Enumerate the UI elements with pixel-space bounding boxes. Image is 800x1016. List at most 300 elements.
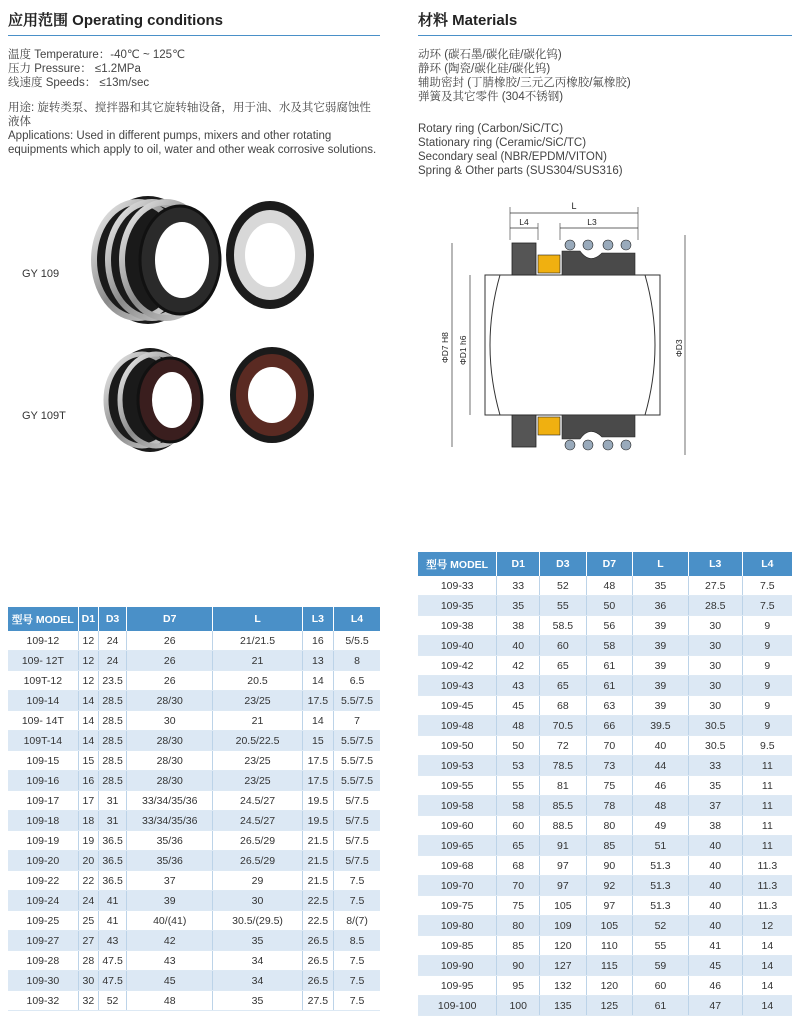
table-cell: 5/7.5 xyxy=(334,791,380,811)
table-cell: 120 xyxy=(540,936,587,956)
conditions-block xyxy=(8,48,185,90)
table-cell: 9 xyxy=(742,716,792,736)
table-cell: 14 xyxy=(302,711,333,731)
dim-label-l: L xyxy=(571,201,577,211)
table-cell: 90 xyxy=(586,856,632,876)
table-cell: 30 xyxy=(688,676,742,696)
material-secondary-cn: 辅助密封 (丁腈橡胶/三元乙丙橡胶/氟橡胶) xyxy=(418,77,631,89)
table-cell: 109-95 xyxy=(418,976,497,996)
table-cell: 48 xyxy=(633,796,689,816)
table-cell: 21 xyxy=(213,711,302,731)
table-row xyxy=(8,831,380,851)
table-cell: 24 xyxy=(99,651,127,671)
table-cell: 8 xyxy=(334,651,380,671)
table-cell: 61 xyxy=(586,656,632,676)
table-cell: 7 xyxy=(334,711,380,731)
table-cell: 32 xyxy=(78,991,98,1011)
table-cell: 40 xyxy=(688,896,742,916)
table-row xyxy=(418,816,792,836)
table-cell: 14 xyxy=(742,996,792,1016)
table-cell: 52 xyxy=(633,916,689,936)
table-cell: 15 xyxy=(78,751,98,771)
table-cell: 30.5 xyxy=(688,736,742,756)
table-cell: 109-58 xyxy=(418,796,497,816)
table-cell: 21.5 xyxy=(302,871,333,891)
table-cell: 109 xyxy=(540,916,587,936)
table-cell: 59 xyxy=(633,956,689,976)
gy109t-seal-image xyxy=(106,348,202,452)
table-cell: 39 xyxy=(633,676,689,696)
table-row xyxy=(8,651,380,671)
table-row xyxy=(418,856,792,876)
gy109t-ring-image xyxy=(230,347,314,443)
table-cell: 109-85 xyxy=(418,936,497,956)
table-cell: 109-27 xyxy=(8,931,78,951)
table-cell: 35 xyxy=(688,776,742,796)
table-row xyxy=(8,971,380,991)
table-cell: 58 xyxy=(497,796,540,816)
table-cell: 28.5 xyxy=(99,771,127,791)
table-row xyxy=(8,691,380,711)
table-row xyxy=(418,736,792,756)
table-cell: 38 xyxy=(688,816,742,836)
table-cell: 41 xyxy=(99,891,127,911)
table-cell: 17 xyxy=(78,791,98,811)
table-cell: 44 xyxy=(633,756,689,776)
table-cell: 30 xyxy=(688,636,742,656)
table-row xyxy=(418,636,792,656)
table-cell: 109-18 xyxy=(8,811,78,831)
column-header: 型号 MODEL xyxy=(8,607,78,631)
table-cell: 75 xyxy=(586,776,632,796)
table-cell: 63 xyxy=(586,696,632,716)
table-cell: 109-40 xyxy=(418,636,497,656)
table-cell: 5.5/7.5 xyxy=(334,691,380,711)
column-header: L3 xyxy=(688,552,742,576)
table-cell: 127 xyxy=(540,956,587,976)
table-cell: 80 xyxy=(497,916,540,936)
table-header-row xyxy=(8,607,380,631)
table-cell: 11.3 xyxy=(742,856,792,876)
table-cell: 85.5 xyxy=(540,796,587,816)
table-cell: 7.5 xyxy=(334,871,380,891)
table-cell: 90 xyxy=(497,956,540,976)
table-cell: 27.5 xyxy=(302,991,333,1011)
table-cell: 9.5 xyxy=(742,736,792,756)
table-row xyxy=(8,871,380,891)
temperature-text: 温度 Temperature：-40℃ ~ 125℃ xyxy=(8,49,185,61)
table-cell: 105 xyxy=(586,916,632,936)
table-cell: 23/25 xyxy=(213,691,302,711)
table-cell: 14 xyxy=(742,936,792,956)
table-cell: 7.5 xyxy=(334,891,380,911)
table-cell: 26 xyxy=(127,631,213,651)
table-cell: 23.5 xyxy=(99,671,127,691)
table-cell: 49 xyxy=(633,816,689,836)
applications-en: Applications: Used in different pumps, mixers and other rotating equipments which apply to oil, water and other weak corrosive solutions. xyxy=(8,130,377,156)
table-cell: 51.3 xyxy=(633,856,689,876)
table-cell: 14 xyxy=(78,711,98,731)
table-cell: 28.5 xyxy=(99,711,127,731)
dim-label-d1: ΦD1 h6 xyxy=(458,335,468,365)
column-header: D7 xyxy=(127,607,213,631)
table-cell: 40 xyxy=(633,736,689,756)
table-cell: 109-43 xyxy=(418,676,497,696)
table-cell: 109-32 xyxy=(8,991,78,1011)
table-cell: 60 xyxy=(633,976,689,996)
material-rotary-cn: 动环 (碳石墨/碳化硅/碳化钨) xyxy=(418,49,562,61)
table-cell: 66 xyxy=(586,716,632,736)
table-cell: 109-65 xyxy=(418,836,497,856)
table-cell: 30.5 xyxy=(688,716,742,736)
table-cell: 22.5 xyxy=(302,911,333,931)
table-row xyxy=(8,751,380,771)
table-cell: 22 xyxy=(78,871,98,891)
table-cell: 28.5 xyxy=(99,691,127,711)
table-cell: 75 xyxy=(497,896,540,916)
table-cell: 45 xyxy=(127,971,213,991)
table-cell: 109-60 xyxy=(418,816,497,836)
table-cell: 109-28 xyxy=(8,951,78,971)
table-cell: 109-38 xyxy=(418,616,497,636)
table-cell: 13 xyxy=(302,651,333,671)
table-cell: 35 xyxy=(213,991,302,1011)
table-row xyxy=(8,811,380,831)
table-cell: 27 xyxy=(78,931,98,951)
table-cell: 33/34/35/36 xyxy=(127,791,213,811)
table-cell: 39 xyxy=(127,891,213,911)
dim-label-l4: L4 xyxy=(519,217,529,227)
table-row xyxy=(8,991,380,1011)
table-cell: 26.5 xyxy=(302,971,333,991)
table-cell: 109T-12 xyxy=(8,671,78,691)
table-cell: 20.5/22.5 xyxy=(213,731,302,751)
table-cell: 109-68 xyxy=(418,856,497,876)
table-cell: 36.5 xyxy=(99,831,127,851)
table-header-row xyxy=(418,552,792,576)
table-cell: 9 xyxy=(742,676,792,696)
table-cell: 60 xyxy=(540,636,587,656)
table-cell: 26.5 xyxy=(302,951,333,971)
table-cell: 21/21.5 xyxy=(213,631,302,651)
table-cell: 11 xyxy=(742,776,792,796)
table-cell: 16 xyxy=(302,631,333,651)
product-label-gy109: GY 109 xyxy=(22,268,60,280)
table-cell: 38 xyxy=(497,616,540,636)
column-header: L xyxy=(213,607,302,631)
table-cell: 23/25 xyxy=(213,771,302,791)
table-cell: 70 xyxy=(586,736,632,756)
table-cell: 52 xyxy=(540,576,587,596)
table-cell: 48 xyxy=(586,576,632,596)
table-cell: 9 xyxy=(742,616,792,636)
table-cell: 78.5 xyxy=(540,756,587,776)
table-cell: 65 xyxy=(497,836,540,856)
table-cell: 100 xyxy=(497,996,540,1016)
table-cell: 35 xyxy=(633,576,689,596)
table-cell: 14 xyxy=(742,956,792,976)
table-cell: 43 xyxy=(497,676,540,696)
table-cell: 58.5 xyxy=(540,616,587,636)
table-cell: 26.5/29 xyxy=(213,831,302,851)
table-row xyxy=(8,771,380,791)
table-cell: 70.5 xyxy=(540,716,587,736)
material-stationary-cn: 静环 (陶瓷/碳化硅/碳化钨) xyxy=(418,63,551,75)
table-cell: 12 xyxy=(78,651,98,671)
table-cell: 12 xyxy=(78,671,98,691)
table-cell: 40 xyxy=(497,636,540,656)
product-photos xyxy=(80,190,380,460)
table-cell: 31 xyxy=(99,811,127,831)
table-row xyxy=(8,731,380,751)
table-cell: 53 xyxy=(497,756,540,776)
column-header: L4 xyxy=(742,552,792,576)
dim-label-d7: ΦD7 H8 xyxy=(440,332,450,363)
table-row xyxy=(418,776,792,796)
table-cell: 60 xyxy=(497,816,540,836)
table-row xyxy=(418,756,792,776)
table-row xyxy=(418,676,792,696)
table-cell: 41 xyxy=(688,936,742,956)
seal-section-bottom xyxy=(512,415,635,450)
table-row xyxy=(8,891,380,911)
table-cell: 50 xyxy=(497,736,540,756)
table-cell: 109-25 xyxy=(8,911,78,931)
column-header: D3 xyxy=(99,607,127,631)
table-cell: 20.5 xyxy=(213,671,302,691)
table-cell: 81 xyxy=(540,776,587,796)
table-cell: 109-90 xyxy=(418,956,497,976)
table-cell: 28 xyxy=(78,951,98,971)
table-row xyxy=(8,671,380,691)
table-cell: 42 xyxy=(497,656,540,676)
table-cell: 14 xyxy=(742,976,792,996)
table-cell: 36.5 xyxy=(99,871,127,891)
table-cell: 5/7.5 xyxy=(334,851,380,871)
table-cell: 17.5 xyxy=(302,751,333,771)
table-cell: 85 xyxy=(497,936,540,956)
table-row xyxy=(418,876,792,896)
table-cell: 47.5 xyxy=(99,971,127,991)
table-cell: 24 xyxy=(78,891,98,911)
table-cell: 109-70 xyxy=(418,876,497,896)
table-cell: 51.3 xyxy=(633,876,689,896)
table-cell: 55 xyxy=(633,936,689,956)
table-cell: 109-12 xyxy=(8,631,78,651)
table-cell: 27.5 xyxy=(688,576,742,596)
table-cell: 25 xyxy=(78,911,98,931)
column-header: L4 xyxy=(334,607,380,631)
table-cell: 39 xyxy=(633,636,689,656)
table-cell: 40 xyxy=(688,856,742,876)
table-cell: 37 xyxy=(127,871,213,891)
materials-en-block xyxy=(418,122,623,178)
column-header: 型号 MODEL xyxy=(418,552,497,576)
table-cell: 73 xyxy=(586,756,632,776)
spec-table-left xyxy=(8,607,380,1011)
table-cell: 91 xyxy=(540,836,587,856)
table-cell: 30.5/(29.5) xyxy=(213,911,302,931)
table-cell: 65 xyxy=(540,676,587,696)
table-cell: 9 xyxy=(742,696,792,716)
table-cell: 109-42 xyxy=(418,656,497,676)
table-cell: 8/(7) xyxy=(334,911,380,931)
table-cell: 26.5/29 xyxy=(213,851,302,871)
table-cell: 28.5 xyxy=(688,596,742,616)
table-cell: 20 xyxy=(78,851,98,871)
table-cell: 22.5 xyxy=(302,891,333,911)
table-cell: 21 xyxy=(213,651,302,671)
table-cell: 18 xyxy=(78,811,98,831)
table-cell: 8.5 xyxy=(334,931,380,951)
table-cell: 109-24 xyxy=(8,891,78,911)
table-cell: 47 xyxy=(688,996,742,1016)
table-cell: 26.5 xyxy=(302,931,333,951)
table-cell: 109-30 xyxy=(8,971,78,991)
table-row xyxy=(8,851,380,871)
applications-block xyxy=(8,101,378,157)
table-cell: 35 xyxy=(497,596,540,616)
material-stationary-en: Stationary ring (Ceramic/SiC/TC) xyxy=(418,137,587,149)
table-cell: 30 xyxy=(127,711,213,731)
column-header: L3 xyxy=(302,607,333,631)
table-cell: 5.5/7.5 xyxy=(334,731,380,751)
table-cell: 5/7.5 xyxy=(334,811,380,831)
table-cell: 120 xyxy=(586,976,632,996)
table-cell: 50 xyxy=(586,596,632,616)
table-cell: 5.5/7.5 xyxy=(334,751,380,771)
table-cell: 41 xyxy=(99,911,127,931)
table-cell: 43 xyxy=(99,931,127,951)
table-cell: 52 xyxy=(99,991,127,1011)
gy109-seal-image xyxy=(94,196,220,324)
column-header: D3 xyxy=(540,552,587,576)
speed-text: 线速度 Speeds： ≤13m/sec xyxy=(8,77,150,89)
table-cell: 109-48 xyxy=(418,716,497,736)
table-cell: 40/(41) xyxy=(127,911,213,931)
materials-cn-block xyxy=(418,48,631,104)
table-cell: 19.5 xyxy=(302,811,333,831)
table-row xyxy=(418,696,792,716)
table-cell: 30 xyxy=(688,656,742,676)
table-cell: 97 xyxy=(540,856,587,876)
table-cell: 28.5 xyxy=(99,731,127,751)
table-cell: 109-22 xyxy=(8,871,78,891)
table-cell: 39 xyxy=(633,616,689,636)
table-cell: 5.5/7.5 xyxy=(334,771,380,791)
table-cell: 14 xyxy=(78,691,98,711)
table-cell: 58 xyxy=(586,636,632,656)
table-cell: 109-75 xyxy=(418,896,497,916)
column-header: L xyxy=(633,552,689,576)
table-cell: 12 xyxy=(78,631,98,651)
dim-label-l3: L3 xyxy=(587,217,597,227)
table-cell: 109-15 xyxy=(8,751,78,771)
table-cell: 61 xyxy=(633,996,689,1016)
table-cell: 28/30 xyxy=(127,731,213,751)
table-cell: 12 xyxy=(742,916,792,936)
table-cell: 26 xyxy=(127,651,213,671)
table-cell: 85 xyxy=(586,836,632,856)
table-cell: 11.3 xyxy=(742,896,792,916)
heading-divider-left xyxy=(8,35,380,36)
table-cell: 109-20 xyxy=(8,851,78,871)
table-cell: 35/36 xyxy=(127,831,213,851)
dim-label-d3: ΦD3 xyxy=(674,339,684,357)
table-row xyxy=(418,716,792,736)
table-cell: 109-55 xyxy=(418,776,497,796)
table-row xyxy=(418,916,792,936)
table-cell: 68 xyxy=(540,696,587,716)
material-rotary-en: Rotary ring (Carbon/SiC/TC) xyxy=(418,123,564,135)
table-cell: 55 xyxy=(540,596,587,616)
table-cell: 11 xyxy=(742,756,792,776)
table-cell: 132 xyxy=(540,976,587,996)
column-header: D1 xyxy=(497,552,540,576)
table-cell: 48 xyxy=(127,991,213,1011)
table-cell: 39 xyxy=(633,656,689,676)
table-row xyxy=(418,836,792,856)
table-cell: 51.3 xyxy=(633,896,689,916)
table-row xyxy=(8,911,380,931)
table-cell: 9 xyxy=(742,636,792,656)
table-cell: 105 xyxy=(540,896,587,916)
table-cell: 43 xyxy=(127,951,213,971)
table-cell: 36 xyxy=(633,596,689,616)
table-row xyxy=(418,956,792,976)
table-cell: 39 xyxy=(633,696,689,716)
table-cell: 30 xyxy=(78,971,98,991)
table-cell: 28/30 xyxy=(127,751,213,771)
product-label-gy109t: GY 109T xyxy=(22,410,66,422)
table-cell: 135 xyxy=(540,996,587,1016)
table-cell: 109-53 xyxy=(418,756,497,776)
table-cell: 55 xyxy=(497,776,540,796)
table-cell: 51 xyxy=(633,836,689,856)
table-cell: 109-33 xyxy=(418,576,497,596)
applications-cn: 用途: 旋转类泵、搅拌器和其它旋转轴设备，用于油、水及其它弱腐蚀性液体 xyxy=(8,102,371,128)
table-cell: 28.5 xyxy=(99,751,127,771)
material-spring-cn: 弹簧及其它零件 (304不锈钢) xyxy=(418,91,564,103)
shaft-outline xyxy=(485,275,660,415)
table-cell: 47.5 xyxy=(99,951,127,971)
table-row xyxy=(418,976,792,996)
table-cell: 46 xyxy=(688,976,742,996)
table-cell: 29 xyxy=(213,871,302,891)
table-cell: 19 xyxy=(78,831,98,851)
materials-heading: 材料 Materials xyxy=(418,12,518,29)
gy109-ring-image xyxy=(226,201,314,309)
table-cell: 46 xyxy=(633,776,689,796)
table-cell: 109-50 xyxy=(418,736,497,756)
table-row xyxy=(8,711,380,731)
table-cell: 40 xyxy=(688,916,742,936)
table-cell: 92 xyxy=(586,876,632,896)
table-cell: 5/7.5 xyxy=(334,831,380,851)
table-cell: 14 xyxy=(302,671,333,691)
table-cell: 68 xyxy=(497,856,540,876)
table-cell: 6.5 xyxy=(334,671,380,691)
table-cell: 56 xyxy=(586,616,632,636)
operating-conditions-heading: 应用范围 Operating conditions xyxy=(8,12,224,29)
table-cell: 110 xyxy=(586,936,632,956)
table-cell: 7.5 xyxy=(742,596,792,616)
table-row xyxy=(418,936,792,956)
table-cell: 97 xyxy=(586,896,632,916)
table-row xyxy=(418,896,792,916)
table-cell: 70 xyxy=(497,876,540,896)
table-cell: 31 xyxy=(99,791,127,811)
